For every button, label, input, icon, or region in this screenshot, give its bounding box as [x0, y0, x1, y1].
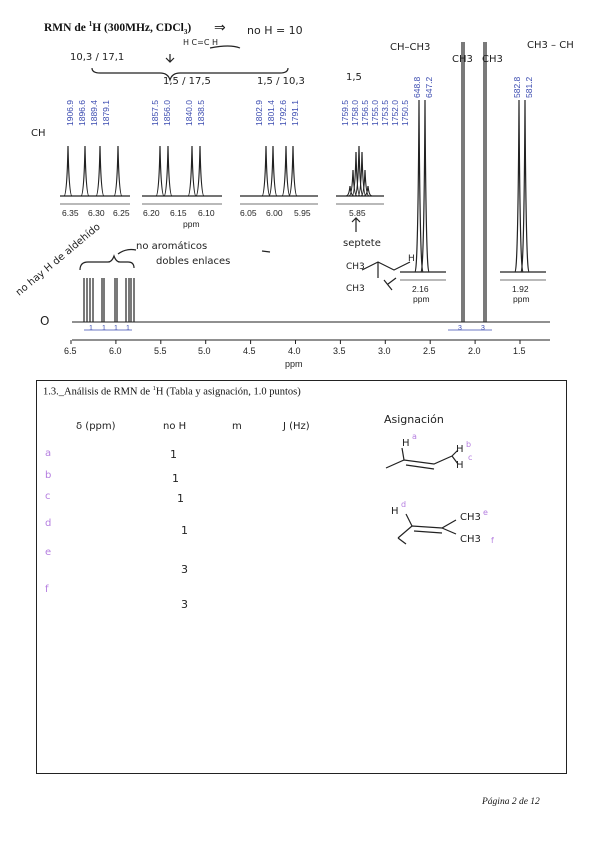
dash-mark [262, 251, 270, 252]
peak-label: 1896.6 [77, 100, 87, 126]
tick-label: 6.00 [266, 208, 283, 218]
axis-tick: 5.0 [198, 346, 211, 356]
peak-label: 1753.5 [380, 100, 390, 126]
integral-value: 1 [102, 325, 106, 332]
inset-6-peak [521, 100, 529, 272]
page-number: Página 2 de 12 [482, 797, 540, 807]
peak-label: 1879.1 [101, 100, 111, 126]
tick-label: 6.20 [143, 208, 160, 218]
brace-arrow [166, 54, 174, 62]
row-letter: f [45, 584, 49, 595]
inset-3-peak [282, 146, 290, 196]
axis-tick: 4.5 [243, 346, 256, 356]
axis-tick: 2.5 [423, 346, 436, 356]
inset-5-peak [421, 100, 429, 272]
peak-label: 647.2 [424, 76, 434, 98]
axis-tick: 5.5 [154, 346, 167, 356]
struct2-ch3-2: CH3 [460, 534, 481, 545]
ppm-label: ppm [183, 219, 200, 229]
inset-2-peak [188, 146, 196, 196]
inset-2-peak [164, 146, 172, 196]
ch3-note-2: CH3 [482, 54, 503, 65]
struct1-h-bond [402, 448, 404, 460]
struct1-label-a: a [412, 432, 417, 441]
tick-label: 5.85 [349, 208, 366, 218]
inset-3-peak [262, 146, 270, 196]
struct1-chain [386, 456, 452, 468]
ch-left-note: CH [31, 128, 46, 139]
axis-tick: 3.5 [333, 346, 346, 356]
struct2-double [414, 531, 442, 533]
inset-2-peak [196, 146, 204, 196]
struct2-label-d: d [401, 500, 407, 509]
peak-label: 1792.6 [278, 100, 288, 126]
peak-label: 1755.0 [370, 100, 380, 126]
peak-label: 1752.0 [390, 100, 400, 126]
struct2-branch [442, 528, 456, 534]
header-m: m [232, 421, 242, 432]
tick-label: 6.30 [88, 208, 105, 218]
inset-6-peak [515, 100, 523, 272]
axis-tick: 6.0 [109, 346, 122, 356]
tick-label: 1.92 [512, 284, 529, 294]
septet-note: septete [343, 238, 381, 249]
struct2-h: H [391, 506, 399, 517]
peak-label: 1802.9 [254, 100, 264, 126]
tick-label: 5.95 [294, 208, 311, 218]
axis-tick: 2.0 [468, 346, 481, 356]
struct2-end [398, 538, 406, 544]
ch3-ch-note: CH3 – CH [527, 40, 574, 51]
integral-value: 3 [458, 325, 462, 332]
no-aromatic-note: no aromáticos [136, 241, 208, 252]
peak-label: 581.2 [524, 76, 534, 98]
row-letter: b [45, 470, 52, 481]
inset-1-peak [96, 146, 104, 196]
ppm-label: ppm [513, 294, 530, 304]
peak-label: 1758.0 [350, 100, 360, 126]
row-letter: c [45, 491, 51, 502]
tick-label: 6.35 [62, 208, 79, 218]
tick-label: 6.15 [170, 208, 187, 218]
inset-5-labels [410, 62, 450, 122]
peak-label: 1856.0 [162, 100, 172, 126]
total-h-note: no H = 10 [247, 24, 303, 37]
integral-value: 1 [126, 325, 130, 332]
vinyl-note: H C=C H [183, 38, 218, 47]
header-nh: no H [163, 421, 187, 432]
tick-label: 6.05 [240, 208, 257, 218]
zero-mark: O [40, 314, 50, 328]
ch3-note-1: CH3 [452, 54, 473, 65]
inset-1-peak [64, 146, 72, 196]
row-letter: a [45, 448, 52, 459]
peak-label: 1801.4 [266, 100, 276, 126]
vinyl-bond [210, 46, 240, 48]
struct2-h-bond [406, 514, 412, 526]
struct-ch3-1: CH3 [346, 262, 365, 272]
axis-tick: 1.5 [513, 346, 526, 356]
inset-4-labels [340, 84, 420, 144]
header-assignment: Asignación [384, 413, 444, 426]
struct-ch3-2: CH3 [346, 284, 365, 294]
struct2-ch3-1: CH3 [460, 512, 481, 523]
peak-label: 1840.0 [184, 100, 194, 126]
struct-marker [384, 278, 396, 290]
structure-drawings [380, 430, 520, 560]
septet-arrow [352, 218, 360, 232]
tick-label: 2.16 [412, 284, 429, 294]
row-letter: e [45, 547, 52, 558]
no-arom-arrow [118, 250, 136, 255]
struct1-h3: H [456, 460, 464, 471]
inset-3-peak [289, 146, 297, 196]
ppm-label: ppm [413, 294, 430, 304]
j-note-1: 10,3 / 17,1 [70, 52, 125, 63]
struct2-label-f: f [491, 536, 494, 545]
inset-3-labels [252, 72, 322, 132]
ch-ch3-note: CH–CH3 [390, 42, 431, 53]
row-nh: 3 [181, 598, 188, 611]
no-aromatic-note-2: dobles enlaces [156, 256, 231, 267]
integral-value: 1 [89, 325, 93, 332]
peak-label: 1857.5 [150, 100, 160, 126]
peak-label: 1838.5 [196, 100, 206, 126]
peak-label: 648.8 [412, 76, 422, 98]
inset-2-peak [156, 146, 164, 196]
struct1-h2: H [456, 444, 464, 455]
header-delta: δ (ppm) [76, 421, 116, 432]
peak-label: 1750.5 [400, 100, 410, 126]
implies-arrow: ⇒ [214, 20, 226, 36]
peak-label: 1906.9 [65, 100, 75, 126]
inset-1-peak [81, 146, 89, 196]
row-nh: 3 [181, 563, 188, 576]
main-axis-ticks [71, 340, 520, 344]
row-nh: 1 [177, 492, 184, 505]
row-letter: d [45, 518, 52, 529]
j-note-3: 1,5 / 10,3 [257, 76, 305, 87]
no-aldehyde-note: no hay H de aldehído [14, 221, 103, 299]
inset-1-labels [63, 72, 133, 132]
row-nh: 1 [181, 524, 188, 537]
struct1-label-b: b [466, 440, 472, 449]
struct-zigzag [362, 262, 410, 270]
row-nh: 1 [170, 448, 177, 461]
peak-label: 582.8 [512, 76, 522, 98]
axis-tick: 6.5 [64, 346, 77, 356]
axis-tick: 4.0 [288, 346, 301, 356]
axis-tick: 3.0 [378, 346, 391, 356]
peak-label: 1889.4 [89, 100, 99, 126]
struct1-h1: H [402, 438, 410, 449]
spectrum-title: RMN de $^1$H (300MHz, CDCl$_3$) [44, 20, 192, 37]
struct1-double [406, 465, 434, 469]
peak-label: 1791.1 [290, 100, 300, 126]
integral-value: 1 [114, 325, 118, 332]
tick-label: 6.25 [113, 208, 130, 218]
lower-brace [80, 256, 134, 270]
tick-label: 6.10 [198, 208, 215, 218]
section-title: 1.3._Análisis de RMN de $^1$H (Tabla y asignación, 1.0 puntos) [43, 385, 301, 398]
header-j: J (Hz) [283, 421, 310, 432]
inset-3-peak [269, 146, 277, 196]
struct2-chain [398, 520, 456, 538]
struct2-label-e: e [483, 508, 488, 517]
row-nh: 1 [172, 472, 179, 485]
struct-h: H [408, 254, 415, 264]
nmr-spectrum [0, 0, 599, 380]
axis-unit: ppm [285, 359, 303, 369]
inset-2-labels [148, 72, 218, 132]
j-note-4: 1,5 [346, 72, 362, 83]
struct1-label-c: c [468, 453, 473, 462]
inset-6-labels [510, 62, 550, 122]
inset-1-peak [114, 146, 122, 196]
integral-value: 3 [481, 325, 485, 332]
peak-label: 1759.5 [340, 100, 350, 126]
peak-label: 1756.5 [360, 100, 370, 126]
j-note-2: 1,5 / 17,5 [163, 76, 211, 87]
